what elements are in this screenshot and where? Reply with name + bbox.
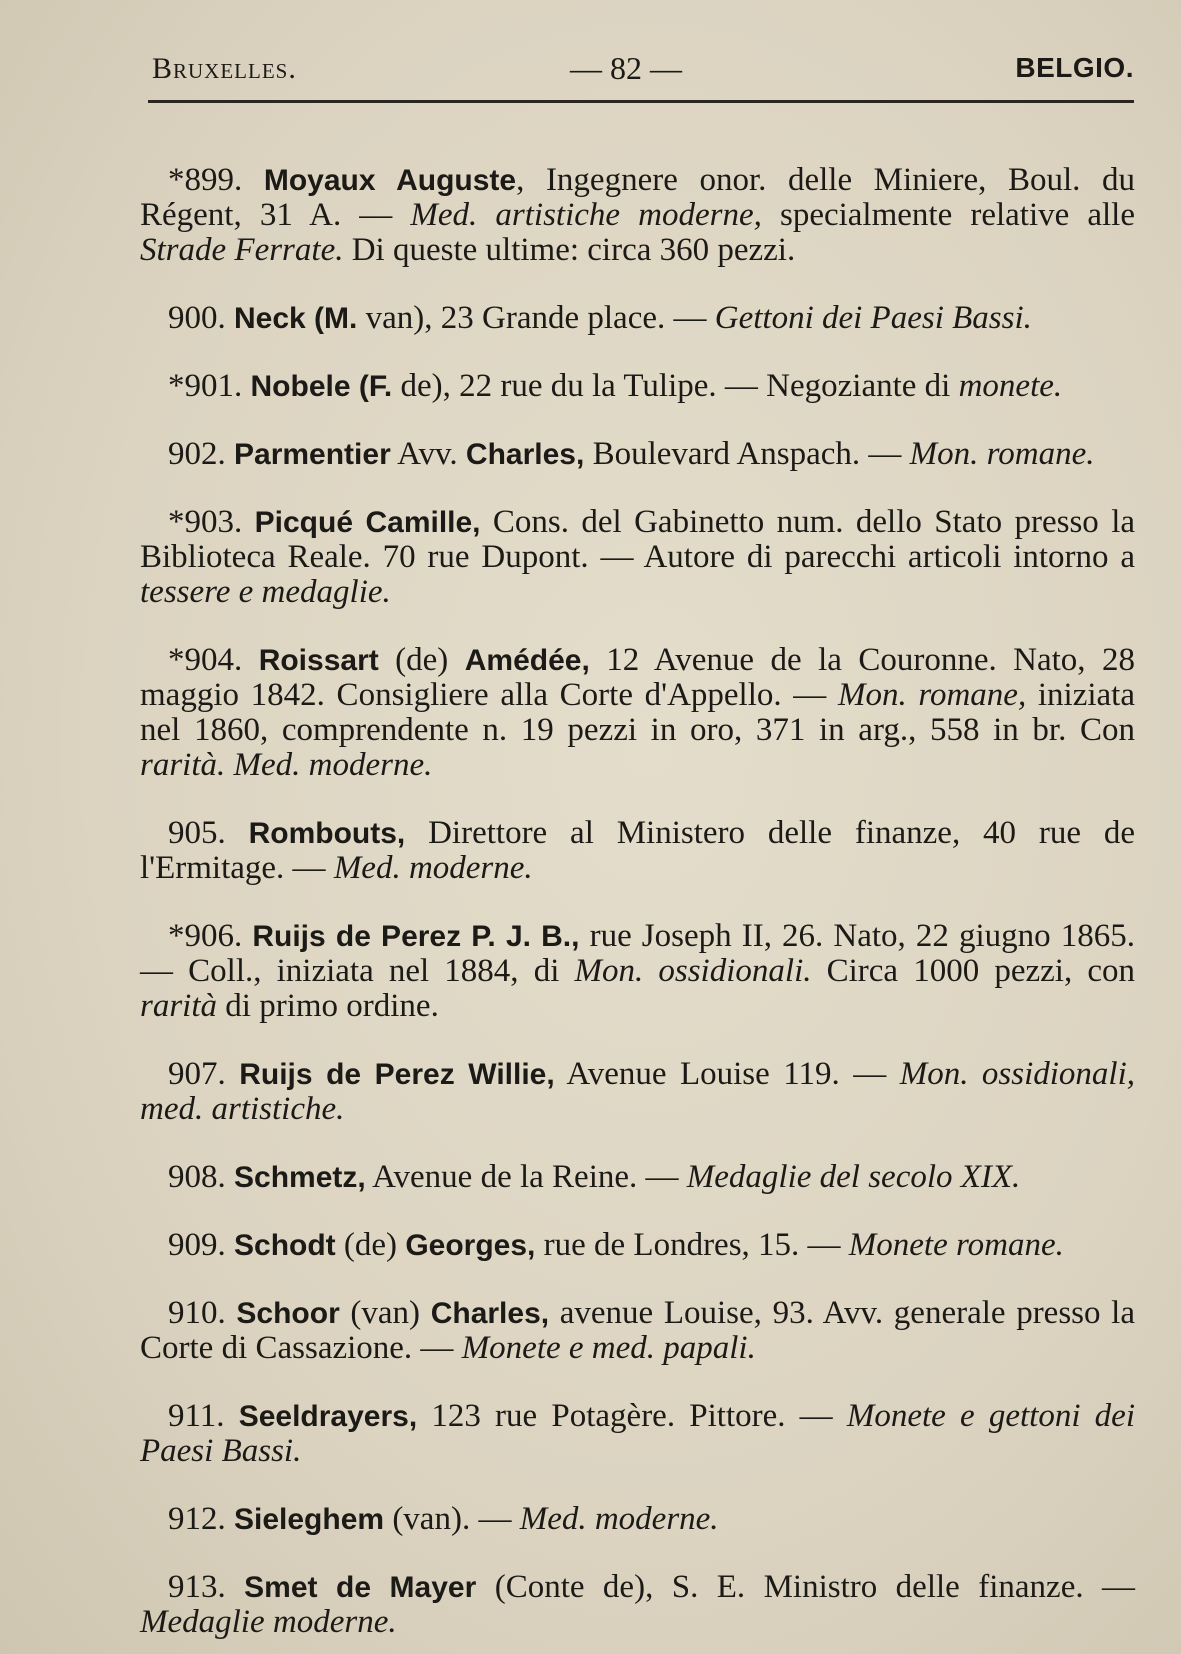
entry-text: (de)	[378, 642, 465, 678]
entry-text: 905.	[168, 815, 249, 851]
entry-text: 909.	[168, 1227, 234, 1263]
entry-text: (van). —	[384, 1501, 520, 1537]
entry-italic-text: Med. moderne.	[519, 1501, 719, 1537]
collector-entry-904	[140, 643, 1135, 783]
entry-name: Moyaux Auguste	[263, 164, 517, 197]
entry-name: Georges,	[405, 1229, 536, 1262]
entry-name: Neck (M.	[234, 302, 358, 335]
entry-text: 910.	[168, 1295, 237, 1331]
page-number: — 82 —	[570, 50, 682, 86]
entry-italic-text: Med. artistiche moderne,	[410, 197, 762, 233]
entry-italic-text: Med. moderne.	[333, 850, 533, 886]
collector-entry-900	[140, 301, 1135, 336]
entry-text: specialmente relative alle	[761, 197, 1135, 233]
collector-entry-903	[140, 505, 1135, 610]
entry-text: 913.	[168, 1569, 245, 1605]
collector-entry-907	[140, 1057, 1135, 1127]
entry-italic-text: Medaglie del secolo XIX.	[686, 1159, 1021, 1195]
entry-italic-text: rarità. Med. moderne.	[140, 747, 433, 783]
entry-text: avenue Louise, 93. Avv. generale presso la Corte di Cassazione. —	[140, 1295, 1135, 1366]
entry-name: Charles,	[465, 438, 585, 471]
entry-name: Charles,	[430, 1297, 550, 1330]
entry-italic-text: Monete e gettoni dei Paesi Bassi.	[140, 1398, 1135, 1469]
entry-text: van), 23 Grande place. —	[357, 300, 715, 336]
entry-italic-text: Monete e med. papali.	[461, 1330, 756, 1366]
entry-text: *904.	[168, 642, 259, 678]
header-country: BELGIO.	[1015, 52, 1134, 83]
collector-entry-912	[140, 1502, 1135, 1537]
entry-name: Parmentier	[234, 438, 391, 471]
entry-italic-text: Strade Ferrate.	[140, 232, 344, 268]
entry-text: (Conte de), S. E. Ministro delle finanze. —	[476, 1569, 1136, 1605]
entry-text: 911.	[168, 1398, 239, 1434]
entry-italic-text: tessere e medaglie.	[140, 574, 391, 610]
entry-text: 912.	[168, 1501, 234, 1537]
entry-name: Schoor	[236, 1297, 340, 1330]
entry-text: 123 rue Potagère. Pittore. —	[417, 1398, 847, 1434]
entry-name: Roissart	[258, 644, 379, 677]
entry-text: 902.	[168, 436, 234, 472]
entry-italic-text: Gettoni dei Paesi Bassi.	[714, 300, 1032, 336]
entry-text: *903.	[168, 504, 255, 540]
entry-text: 907.	[168, 1056, 240, 1092]
collector-entry-913	[140, 1570, 1135, 1640]
collector-entry-909	[140, 1228, 1135, 1263]
entry-text: rue de Londres, 15. —	[535, 1227, 849, 1263]
entry-list	[140, 130, 1135, 1649]
collector-entry-899	[140, 163, 1135, 268]
entry-text: Circa 1000 pezzi, con	[811, 953, 1135, 989]
entry-name: Ruijs de Perez P. J. B.,	[252, 920, 580, 953]
collector-entry-906	[140, 919, 1135, 1024]
entry-name: Ruijs de Perez Willie,	[239, 1058, 555, 1091]
entry-name: Seeldrayers,	[238, 1400, 418, 1433]
entry-italic-text: Mon. romane.	[909, 436, 1095, 472]
entry-name: Schodt	[234, 1229, 336, 1262]
entry-text: Di queste ultime: circa 360 pezzi.	[343, 232, 796, 268]
entry-text: (de)	[335, 1227, 406, 1263]
entry-italic-text: Medaglie moderne.	[140, 1604, 397, 1640]
entry-text: Direttore al Ministero delle finanze, 40 rue de l'Ermitage. —	[140, 815, 1135, 886]
entry-text: 12 Avenue de la Couronne. Nato, 28 maggio 1842. Consigliere alla Corte d'Appello. —	[140, 642, 1135, 713]
running-header	[152, 48, 1134, 94]
collector-entry-910	[140, 1296, 1135, 1366]
entry-text: *899.	[168, 162, 264, 198]
entry-italic-text: Mon. ossidionali.	[574, 953, 812, 989]
entry-name: Rombouts,	[248, 817, 406, 850]
entry-text: 908.	[168, 1159, 234, 1195]
entry-text: iniziata nel 1860, comprendente n. 19 pezzi in oro, 371 in arg., 558 in br. Con	[140, 677, 1135, 748]
collector-entry-902	[140, 437, 1135, 472]
collector-entry-908	[140, 1160, 1135, 1195]
entry-text: de), 22 rue du la Tulipe. — Negoziante di	[392, 368, 959, 404]
entry-name: Amédée,	[464, 644, 590, 677]
collector-entry-911	[140, 1399, 1135, 1469]
entry-italic-text: Mon. romane,	[837, 677, 1027, 713]
entry-text: Avv.	[390, 436, 466, 472]
entry-text: *901.	[168, 368, 251, 404]
entry-text: (van)	[339, 1295, 431, 1331]
entry-text: Cons. del Gabinetto num. dello Stato presso la Biblioteca Reale. 70 rue Dupont. — Autore di parecchi articoli intorno a	[140, 504, 1136, 575]
entry-text: Boulevard Anspach. —	[584, 436, 910, 472]
entry-text: Avenue Louise 119. —	[554, 1056, 900, 1092]
entry-name: Sieleghem	[234, 1503, 385, 1536]
collector-entry-905	[140, 816, 1135, 886]
entry-italic-text: Mon. ossidionali, med. artistiche.	[140, 1056, 1136, 1127]
entry-text: 900.	[168, 300, 234, 336]
entry-text: *906.	[168, 918, 253, 954]
header-rule	[148, 100, 1134, 103]
entry-italic-text: monete.	[958, 368, 1063, 404]
entry-text: Avenue de la Reine. —	[365, 1159, 687, 1195]
entry-text: di primo ordine.	[217, 988, 439, 1024]
entry-name: Smet de Mayer	[244, 1571, 477, 1604]
entry-italic-text: Monete romane.	[848, 1227, 1064, 1263]
entry-name: Picqué Camille,	[254, 506, 481, 539]
entry-name: Nobele (F.	[250, 370, 393, 403]
entry-text: , Ingegnere onor. delle Miniere, Boul. du Régent, 31 A. —	[140, 162, 1135, 233]
entry-text: rue Joseph II, 26. Nato, 22 giugno 1865. — Coll., iniziata nel 1884, di	[140, 918, 1135, 989]
entry-name: Schmetz,	[234, 1161, 366, 1194]
collector-entry-901	[140, 369, 1135, 404]
header-city: Bruxelles.	[152, 52, 297, 85]
entry-italic-text: rarità	[140, 988, 218, 1024]
